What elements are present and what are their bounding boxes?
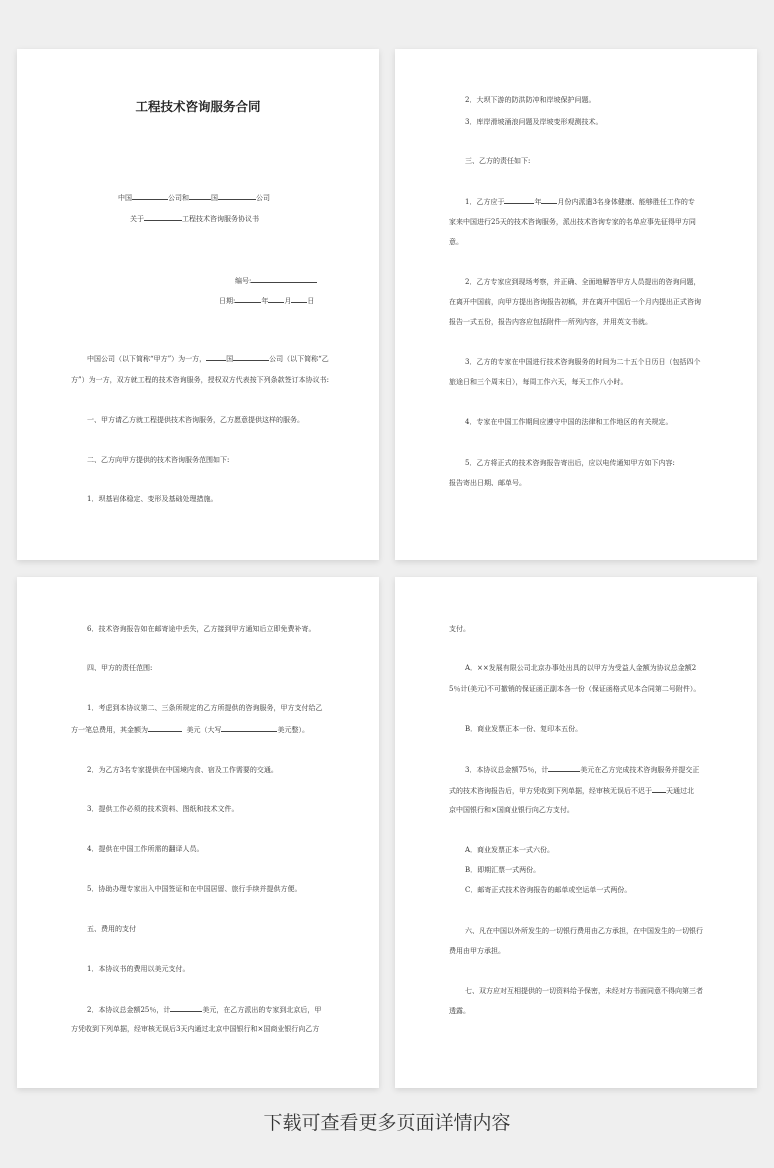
duty-5-line-2: 报告寄出日期、邮单号。 [449,479,526,487]
blank-line [144,213,182,221]
contract-title: 工程技术咨询服务合同 [135,99,261,114]
text: 1．乙方应于 [465,198,505,206]
text: 年 [534,198,542,206]
section-6-line-1: 六、凡在中国以外所发生的一切银行费用由乙方承担，在中国发生的一切银行 [465,927,703,935]
blank-line [206,353,226,361]
contract-date [219,295,314,306]
blank-line [132,192,168,200]
blank-line [148,724,182,732]
text: 国 [226,355,234,363]
document-page-2 [395,49,757,560]
text: 美元（大写 [186,726,222,734]
parties-line [118,192,270,203]
text: 式的技术咨询报告后，甲方凭收到下列单据，经审核无误后不迟于 [449,787,652,795]
payment-3-line-3: 京中国银行和×国商业银行向乙方支付。 [449,806,574,814]
text: 美元整）。 [277,726,309,734]
download-hint: 下载可查看更多页面详情内容 [263,1112,511,1134]
document-list-b: B．即期汇票一式两份。 [465,866,541,874]
section-3: 三、乙方的责任如下: [465,157,531,165]
text: 公司（以下简称“乙 [269,355,329,363]
text: 天通过北 [666,787,694,795]
document-list-a: A．商业发票正本一式六份。 [465,846,555,854]
text: 中国公司（以下简称“甲方”）为一方， [87,355,207,363]
payment-3-line-1 [465,764,699,775]
blank-line [504,196,534,204]
section-4: 四、甲方的责任范围: [87,664,153,672]
document-a-line-2: 5％计(美元)不可撤销的保证函正副本各一份（保证函格式见本合同第二号附件）。 [449,685,701,693]
document-list-c: C．邮寄正式技术咨询报告的邮单或空运单一式两份。 [465,886,632,894]
text: 3．本协议总金额75％，计 [465,766,549,774]
text: 美元，在乙方派出的专家到北京后，甲 [202,1006,322,1014]
blank-line [291,295,307,303]
text: 月份内派遣3名身体健康、能够胜任工作的专 [557,198,695,206]
blank-line [170,1004,202,1012]
payment-3-line-2 [449,785,694,796]
party-a-duty-1-line-1: 1．考虑到本协议第二、三条所规定的乙方所提供的咨询服务，甲方支付给乙 [87,704,323,712]
blank-line [251,275,317,283]
text: 公司 [256,194,270,202]
party-a-duty-3: 3．提供工作必须的技术资料、图纸和技术文件。 [87,805,239,813]
document-page-1 [17,49,379,560]
blank-line [268,295,284,303]
party-a-duty-1-line-2 [71,724,309,735]
blank-line [233,353,269,361]
preamble-line-2: 方”）为一方，双方就工程的技术咨询服务，授权双方代表按下列条款签订本协议书: [71,376,329,384]
duty-2-line-3: 报告一式五份，报告内容应包括附件一所列内容，并用英文书就。 [449,318,652,326]
contract-number [235,275,317,286]
text: 中国 [118,194,132,202]
duty-5-line-1: 5．乙方将正式的技术咨询报告寄出后，应以电传通知甲方如下内容: [465,459,675,467]
preamble-line-1 [87,353,329,364]
subject-line [130,213,259,224]
text: 关于 [130,215,144,223]
party-a-duty-2: 2．为乙方3名专家提供在中国境内食、宿及工作需要的交通。 [87,766,278,774]
blank-line [548,764,580,772]
duty-2-line-2: 在离开中国前，向甲方提出咨询报告初稿，并在离开中国后一个月内提出正式咨询 [449,298,701,306]
blank-line [189,192,211,200]
section-6-line-2: 费用由甲方承担。 [449,947,505,955]
text: 日 [307,297,315,305]
number-label: 编号: [235,277,252,285]
party-a-duty-4: 4．提供在中国工作所需的翻译人员。 [87,845,204,853]
blank-line [652,785,666,793]
document-page-4 [395,577,757,1088]
payment-2-line-3: 支付。 [449,625,470,633]
party-a-duty-5: 5．协助办理专家出入中国签证和在中国居留、旅行手续并提供方便。 [87,885,302,893]
text: 公司和 [168,194,189,202]
text: 年 [261,297,269,305]
duty-3-line-2: 旅途日和三个周末日），每周工作六天，每天工作八小时。 [449,378,628,386]
text: 工程技术咨询服务协议书 [182,215,259,223]
blank-line [541,196,557,204]
text: 国 [211,194,218,202]
duty-3-line-1: 3．乙方的专家在中国进行技术咨询服务的时间为二十五个日历日（包括四个 [465,358,701,366]
section-5: 五、费用的支付 [87,925,136,933]
duty-1-line-2: 家来中国进行25天的技术咨询服务，派出技术咨询专家的名单应事先征得甲方同 [449,218,696,226]
section-7-line-2: 透露。 [449,1007,470,1015]
payment-2-line-2: 方凭收到下列单据，经审核无误后3天内通过北京中国银行和×国商业银行向乙方 [71,1025,320,1033]
document-b: B．商业发票正本一份、复印本五份。 [465,725,583,733]
duty-4: 4．专家在中国工作期间应遵守中国的法律和工作地区的有关规定。 [465,418,673,426]
blank-line [221,724,277,732]
section-7-line-1: 七、双方应对互相提供的一切资料给予保密，未经对方书面同意不得向第三者 [465,987,703,995]
document-a-line-1: A．××发展有限公司北京办事处出具的以甲方为受益人金额为协议总金额2 [465,664,697,672]
blank-line [235,295,261,303]
document-page-3 [17,577,379,1088]
scope-item-2: 2．大坝下游的防洪防冲和岸坡保护问题。 [465,96,596,104]
text: 方一笔总费用，其金额为 [71,726,148,734]
text: 月 [284,297,292,305]
text: 2．本协议总金额25％，计 [87,1006,171,1014]
section-2: 二、乙方向甲方提供的技术咨询服务范围如下: [87,456,230,464]
text: 美元在乙方完成技术咨询服务并提交正 [580,766,700,774]
scope-item-1: 1．坝基岩体稳定、变形及基础处理措施。 [87,495,218,503]
payment-2-line-1 [87,1004,321,1015]
duty-6: 6．技术咨询报告如在邮寄途中丢失，乙方接到甲方通知后立即免费补寄。 [87,625,316,633]
payment-1: 1．本协议书的费用以美元支付。 [87,965,190,973]
blank-line [218,192,256,200]
date-label: 日期: [219,297,236,305]
duty-1-line-3: 意。 [449,238,463,246]
scope-item-3: 3．库岸滑坡涌浪问题及岸坡变形观测技术。 [465,118,603,126]
duty-2-line-1: 2．乙方专家应到现场考察，并正确、全面地解答甲方人员提出的咨询问题， [465,278,701,286]
section-1: 一、甲方请乙方就工程提供技术咨询服务，乙方愿意提供这样的服务。 [87,416,304,424]
duty-1-line-1 [465,196,695,207]
